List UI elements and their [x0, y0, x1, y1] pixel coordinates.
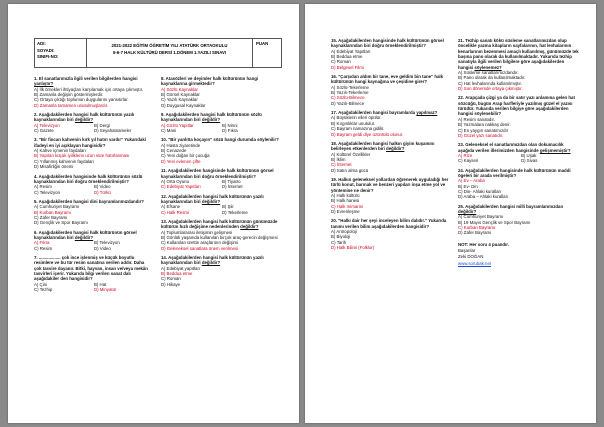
left-column-1	[34, 76, 150, 296]
left-column-2	[161, 76, 279, 291]
answer-option: B) Ev- Din	[458, 183, 478, 189]
question-text: 13. Aşağıdakilerden hangisi halk kültürünün günümüzde kültürün hızlı değişime nedenlerinden değildir?	[161, 218, 278, 230]
answer-option: C) Hat levhalarında kullanılmıştır.	[458, 80, 522, 86]
answer-option-correct: C) Edebiyat Yapıtları	[161, 184, 201, 190]
footer-note: NOT: Her soru 4 puandır.	[458, 241, 509, 247]
answer-options	[161, 204, 279, 215]
answer-option: C) Yeni doğan bir çocuğa	[161, 153, 210, 159]
answer-option: C) Gazete	[34, 128, 54, 134]
answer-option: D) Duygusal Kaynaklar	[161, 102, 206, 108]
answer-option: A) Sözlü-Tekerleme	[331, 84, 369, 90]
answer-option: A) Orta Oyunu	[161, 178, 190, 184]
answer-option: C) Yazılı Kaynaklar	[161, 97, 198, 103]
answer-options	[161, 143, 279, 164]
answer-options	[458, 117, 580, 138]
question	[161, 168, 279, 189]
answer-option: A) Efsane	[161, 204, 181, 210]
answer-option: B) Yazılı-Tekerleme	[331, 90, 369, 96]
answer-option: B) Gönlük yaşamda kullanılan birçok araç-gerecin değişmesi	[161, 234, 278, 240]
answer-option: C) Roman	[161, 276, 181, 282]
answer-option-correct: D) Geleneksel sanatlara önem verilmesi	[161, 245, 239, 251]
question-text: 21. Tezhip sanatı kökü süsleme sanatlarımızdan olup öncelikle yazma kitapların sayfalarının, hat levhalarının kenarlarının bezenmesi amaçlı kullanılmış, günümüzde tek başına pano olarak da kullanılmaktadır. Yukarıda tezhip sanatıyla ilgili verilen bilgilere göre aşağıdakilerden hangisi söylenemez?	[458, 38, 579, 70]
question-text: 2. Aşağıdakilerden hangisi halk kültürünün yazılı kaynaklarından biri değildir?	[34, 112, 135, 123]
answer-option-correct: A) Sözlü Kaynaklar	[161, 86, 198, 92]
answer-option-correct: D) Bayram geldi diye üzüntülü olunur.	[331, 131, 404, 137]
teacher-name: Zeki DOĞAN	[458, 254, 484, 260]
question	[161, 255, 279, 287]
answer-options	[34, 240, 150, 251]
answer-option: B) Şiir	[222, 204, 234, 210]
question	[161, 112, 279, 133]
question-text: 10. "Bir yanlıtta koçayın" sözü hangi durumda söylenilir?	[161, 137, 279, 143]
question	[34, 137, 150, 169]
question-text: 22. Arapçada çizgi ya da bir satır yazı anlamına gelen hat sözcüğü, bugün Arap harfleriyle yazılmış güzel el yazısı türüdür. Yukarıda verilen bilgiye göre aşağıdakilerden hangisi söylenebilir?	[458, 95, 575, 117]
answer-option-correct: A) Ev – Araba	[458, 178, 485, 184]
answer-options	[458, 153, 580, 164]
answer-option: B) Uşak	[521, 152, 537, 158]
answer-option-correct: D) Halk Bilimi (Folklor)	[331, 245, 375, 251]
exam-title-line2: 5-6-7 HALK KÜLTÜRÜ DERSİ 1.DÖNEM 1.YAZILI SINAVI	[112, 50, 227, 55]
answer-options	[331, 229, 449, 250]
answer-option-correct: A) Televizyon	[34, 122, 60, 128]
exam-title-line1: 2021-2022 EĞİTİM ÖĞRETİM YILI ATATÜRK ORTAOKULU	[111, 43, 228, 48]
answer-options	[331, 152, 449, 173]
answer-option: B) Biyoloji	[331, 234, 351, 240]
question	[34, 76, 150, 108]
answer-options	[34, 148, 150, 169]
answer-option: D) Gençlik ve Spor Bayramı	[34, 220, 88, 226]
answer-option-correct: C) Kurban Bayramı	[458, 225, 496, 230]
answer-option: A) Edebiyat yapıtları	[161, 265, 201, 271]
answer-option: B) Halk hanesi	[331, 198, 360, 204]
answer-option: D) İnternet	[222, 184, 243, 190]
answer-option: A) Cumhuriyet Bayramı	[458, 214, 504, 220]
answer-option: A) Edebiyat Yapıtları	[331, 48, 371, 54]
answer-option: B) Tiyatro	[222, 178, 241, 184]
answer-options	[34, 87, 150, 108]
answer-option: A) Toplumlararası iletişimin gelişmesi	[161, 229, 233, 235]
question	[458, 168, 580, 200]
question-text: 9. Aşağıdakilerden hangisi halk kültürünün sözlü kaynaklarından biri değildir?	[161, 112, 262, 123]
answer-options	[34, 184, 150, 195]
question	[161, 76, 279, 108]
question-text: 15. Aşağıdakilerden hangisinde halk kültürünün görsel kaynaklarından biri doğru örneklendirilmiştir?	[331, 38, 444, 49]
answer-option: B) Televizyon	[94, 240, 120, 246]
question	[161, 219, 279, 251]
answer-option: B) Hat	[94, 281, 107, 287]
answer-option: B) Beddua etme	[331, 54, 363, 60]
answer-option: D) Sivas	[521, 158, 538, 164]
answer-option: A) İlk örnekleri ihtiyaçları karşılamak için ortaya çıkmıştır.	[34, 86, 144, 92]
answer-option: C) En yaygın sanatımızdır	[458, 127, 509, 133]
exam-page-left	[8, 4, 299, 423]
answer-option: A) Halk kültürü	[331, 192, 360, 198]
answer-option: D) Tekerleme	[222, 209, 248, 215]
answer-option-correct: C) Sözlü-Bilmece	[331, 95, 365, 101]
answer-option: D) Hikaye	[161, 281, 181, 287]
answer-option: A) Antropoloji	[331, 229, 357, 234]
answer-option: C) Bayram namazına gidilir.	[331, 126, 385, 132]
question-text: 18. Aşağıdakilerden hangisi halkın giyim kuşamını belirleyen etkenlerden biri değildir?	[331, 140, 435, 152]
question-text: 17. Aşağıdakilerden hangisi bayramlarda yapılmaz?	[331, 110, 438, 116]
question	[161, 137, 279, 164]
answer-option: C) Ortaya çıktığı toplumun duygularını yansıtırlar.	[34, 97, 129, 103]
answer-option: A) Çini	[34, 281, 48, 287]
question	[331, 110, 449, 137]
answer-option: A) Büyüklerin elleri öpülür.	[331, 115, 382, 121]
answer-option-correct: C) İnternet	[331, 162, 352, 168]
question-text: 4. Aşağıdakilerden hangisinde halk kültürünün sözlü kaynaklarından biri doğru örneklendirilmiştir?	[34, 173, 143, 184]
question	[331, 38, 449, 70]
answer-option-correct: D) Minyatür	[94, 287, 117, 293]
answer-option-correct: D) Belgesel Filmi	[331, 64, 364, 70]
answer-option: B) Kırgınlıklar unutulur.	[331, 120, 376, 126]
answer-option-correct: A) Fıkra	[34, 240, 50, 246]
answer-options	[458, 178, 580, 199]
answer-option-correct: D) Güzel yazı sanatıdır.	[458, 132, 504, 138]
question	[331, 218, 449, 250]
question-text: 7. .................. çok ince işlenmiş ve küçük boyutlu resimlere ve bu tür resim sanatına verilen addır. Daha çok tasvire dayanır. Bitki, hayvan, insan ve/veya mekân tasvirleri içerir. Yukarıda bilgi verilen sanat dalı aşağıdakiler den hangisidir?	[34, 254, 148, 282]
right-column-1	[331, 38, 449, 254]
answer-option-correct: B) Beddua etme	[161, 271, 193, 276]
student-info-box	[35, 39, 87, 67]
answer-option: D) Yazılı-Bilmece	[331, 100, 365, 106]
answer-option: D) Video	[94, 245, 111, 251]
question-text: 3. "Bir fincan kahvenin kırk yıl hatırı vardır" Yukarıdaki ifadeyi en iyi açıklayan hangisidir?	[34, 137, 146, 148]
answer-option: B) Video	[94, 184, 111, 190]
score-label: PUAN	[256, 41, 269, 46]
answer-option: C) Tarih	[331, 239, 347, 245]
answer-options	[458, 214, 580, 235]
question-text: 16. "Çarşıdan aldım bir tane, eve geldim bin tane" halk kültürünün hangi kaynağına ve çeşidine girer?	[331, 74, 444, 85]
answer-option: B) Pano olarak da kullanılmaktadır.	[458, 75, 526, 81]
answer-option: A) Kültürel Özellikler	[331, 151, 371, 157]
answer-option: D) Evrenleşme	[331, 208, 360, 214]
answer-option: A) Kahve içmenin faydaları	[34, 148, 86, 154]
answer-option: C) Tezhip	[34, 287, 53, 293]
answer-options	[34, 204, 150, 225]
question	[331, 177, 449, 214]
question-text: 25. Aşağıdakilerden hangisi milli bayramlarımızdan değildir?	[458, 203, 564, 214]
footer-wish: Başarılar	[458, 248, 476, 254]
question	[458, 204, 580, 236]
answer-option: C) Zafer Bayramı	[34, 214, 68, 220]
question	[331, 74, 449, 106]
answer-option-correct: D) Son dönemde ortaya çıkmıştır.	[458, 86, 523, 92]
name-label: ADI:	[37, 41, 46, 46]
question-text: 14. Aşağıdakilerden hangisi halk kültürünün yazılı kaynaklarından biri değildir?	[161, 254, 264, 266]
answer-option: B) Cenazede	[161, 148, 187, 154]
answer-option: C) Roman	[331, 59, 351, 65]
question	[161, 194, 279, 215]
answer-options	[161, 123, 279, 134]
answer-options	[161, 230, 279, 251]
answer-options	[161, 87, 279, 108]
answer-option: A) Cumhuriyet Bayramı	[34, 204, 80, 210]
answer-option: B) Dergi	[94, 122, 110, 128]
question-text: 5. Aşağıdakilerden hangisi dini bayramlarımızdandır?	[34, 198, 144, 204]
answer-options	[458, 70, 580, 91]
answer-option: A) Süsleme sanatlarımızdandır.	[458, 70, 519, 76]
question	[458, 95, 580, 138]
answer-option-correct: C) Halk Resmi	[161, 209, 189, 215]
question	[34, 255, 150, 292]
answer-option-correct: D) Türkü	[94, 189, 111, 195]
question-text: 6. Aşağıdakilerden hangisi halk kültürünün görsel kaynaklarından biri değildir?	[34, 229, 137, 240]
answer-option: C) Resim	[34, 245, 53, 251]
score-box	[253, 39, 281, 67]
exam-header	[34, 38, 282, 68]
answer-option-correct: A) Gözlü Yapıtlar	[161, 122, 194, 128]
question-text: 20. "Halkı dair her şeyi inceleyen bilim dalıdır." Yukarıda tanımı verilen bilim aşağıdakilerden hangisidir?	[331, 218, 447, 229]
question-text: 11. Aşağıdakilerden hangisinde halk kültürünün görsel kaynaklarından biri doğru örneklendirilmiştir?	[161, 168, 274, 179]
question-text: 1. El sanatlarımızla ilgili verilen bilgilerden hangisi yanlıştır?	[34, 76, 138, 87]
question	[34, 174, 150, 195]
answer-option-correct: B) Yapılan küçük iyiliklerin uzun süre hatırlanması	[34, 153, 130, 159]
answer-option: C) Televizyon	[34, 189, 60, 195]
answer-option: B) İklim	[331, 156, 346, 162]
exam-page-right	[305, 4, 596, 423]
right-column-2	[458, 38, 580, 266]
answer-options	[161, 179, 279, 190]
exam-footer	[458, 242, 580, 266]
question-text: 19. Halkın geleneksel yollardan öğrenerek uyguladığı her türlü konut, barınak ve benzeri yapıları inşa etme yol ve yöntemine ne denir?	[331, 176, 449, 193]
question-text: 12. Aşağıdakilerden hangisi halk kültürünün yazılı kaynaklarından biri değildir?	[161, 193, 264, 204]
answer-option: A) Hasta ziyaretinde	[161, 142, 201, 148]
question-text: 23. Geleneksel el sanatlarımızdan olan dokumacılık aşağıda verilen illerimizden hangisinde gelişmemiştir?	[458, 142, 571, 153]
question	[34, 199, 150, 226]
question	[458, 142, 580, 163]
question-text: 8. Atasözleri ve deyimler halk kültürünün hangi kaynaklarına girmektedir?	[161, 76, 259, 87]
answer-option: B) Zamanla değişim göstermişlerdir.	[34, 92, 104, 98]
question	[331, 141, 449, 173]
answer-option-correct: A) Rize	[458, 152, 473, 158]
question	[34, 230, 150, 251]
answer-options	[331, 49, 449, 70]
answer-option-correct: D) Yeni evlenen çifte	[161, 158, 201, 164]
answer-option: B) Yazmalara nakkaş denir.	[458, 122, 511, 128]
answer-option: C) Yıllanmış kahvenin faydaları	[34, 158, 95, 164]
answer-options	[331, 85, 449, 106]
question	[458, 38, 580, 91]
answer-option: D) Satın alma gücü	[331, 167, 369, 173]
answer-option: C) Mani	[161, 128, 177, 134]
answer-option: A) Resim sanatıdır.	[458, 116, 495, 122]
question	[34, 112, 150, 133]
answer-option: A) Resim	[34, 184, 52, 190]
surname-label: SOYADI:	[37, 47, 55, 53]
answer-option: D) Fıkra	[222, 128, 238, 134]
answer-option: C) Din- Ahlaki kuralları	[458, 188, 502, 194]
answer-option: B) 19 Mayıs Gençlik ve Spor Bayramı	[458, 219, 531, 225]
answer-options	[161, 266, 279, 287]
answer-options	[34, 123, 150, 134]
answer-options	[34, 282, 150, 293]
answer-option-correct: B) Kurban Bayramı	[34, 209, 71, 215]
question-text: 24. Aşağıdakilerden hangisinde halk kültürünün maddi ögeleri bir arada verilmiştir?	[458, 167, 571, 178]
answer-option: D) Araba – Ahlaki kuralları	[458, 194, 509, 200]
answer-option: D) Misafirliğin önemi	[34, 164, 74, 170]
answer-option: B) Görsel Kaynaklar	[161, 92, 200, 98]
answer-option: D) Zafer Bayramı	[458, 230, 492, 236]
website-link[interactable]: www.sorubak.net	[458, 260, 492, 266]
class-label: SINIFI-NO:	[37, 54, 59, 60]
answer-options	[331, 193, 449, 214]
answer-options	[331, 115, 449, 136]
answer-option: D) Seyahatnameler	[94, 128, 132, 134]
exam-title	[87, 39, 253, 67]
answer-option: C) Kullanılan ürettin araçlarının değişimi	[161, 240, 239, 246]
answer-option-correct: C) Halk mimarisi	[331, 203, 363, 209]
answer-option: C) Kayseri	[458, 158, 479, 164]
answer-option-correct: D) Zamanla tamamen unutulmuşlardır.	[34, 102, 109, 108]
answer-option: B) Ninni	[222, 122, 238, 128]
